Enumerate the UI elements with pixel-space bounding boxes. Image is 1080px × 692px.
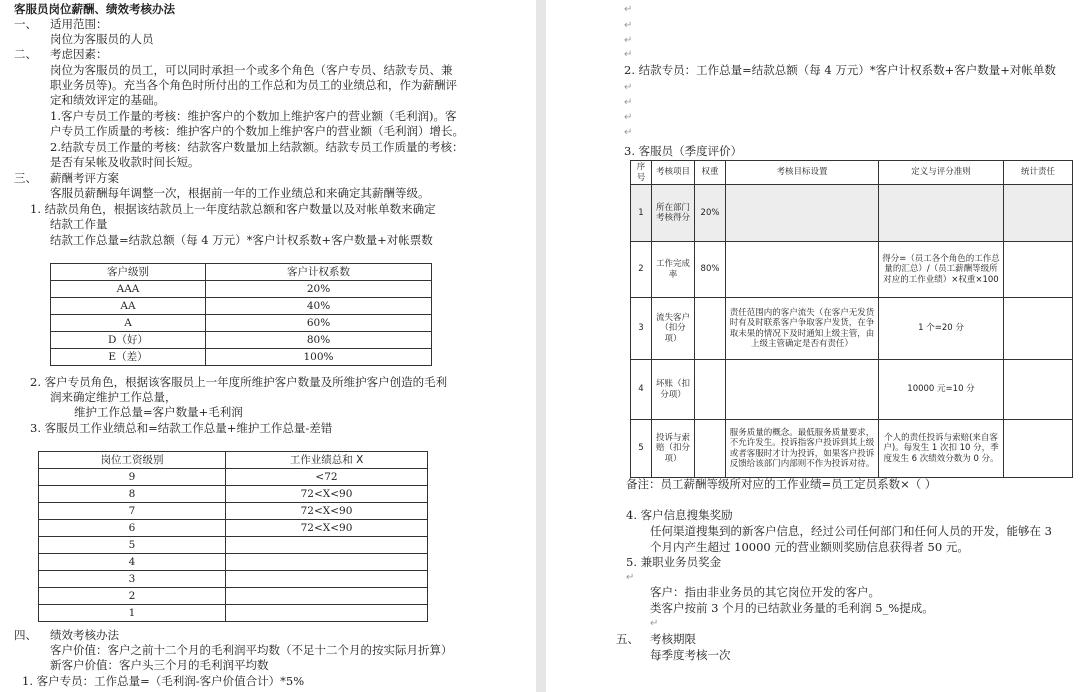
table-cell: 5 <box>39 537 226 554</box>
table-note: 备注：员工薪酬等级所对应的工作业绩=员工定员系数×（ ） <box>626 477 937 491</box>
table-cell: 流失客户（扣分项） <box>652 298 695 360</box>
paragraph-line: 5. 兼职业务员奖金 <box>626 555 722 569</box>
paragraph-line: 润来确定维护工作总量， <box>50 390 177 404</box>
table-cell: D（好） <box>51 332 206 349</box>
table-cell: 4 <box>39 554 226 571</box>
table-cell: 72<X<90 <box>226 503 428 520</box>
table-cell <box>1004 360 1073 420</box>
paragraph-line: 职业务员等)。充当各个角色时所付出的工作总和为员工的业绩总和，作为薪酬评 <box>50 78 457 92</box>
paragraph-line: 2.结款专员工作量的考核：结款客户数量加上结款额。结款专员工作质量的考核： <box>50 140 464 154</box>
table-cell: 20% <box>206 281 432 298</box>
paragraph-mark: ↵ <box>624 35 633 46</box>
table-cell <box>726 185 879 242</box>
table-cell: 工作完成率 <box>652 242 695 298</box>
section-heading: 考虑因素： <box>50 47 108 61</box>
table-header: 权重 <box>695 161 726 185</box>
table-cell <box>226 605 428 622</box>
document-page-left <box>0 0 536 692</box>
table-cell: 3 <box>631 298 652 360</box>
table-cell: 得分=（员工各个角色的工作总量的汇总）/（员工薪酬等级所对应的工作业绩）×权重×100 <box>879 242 1004 298</box>
table-cell: AAA <box>51 281 206 298</box>
table-cell: AA <box>51 298 206 315</box>
paragraph-mark: ↵ <box>650 618 659 629</box>
table-cell: 3 <box>39 571 226 588</box>
salary-level-table <box>38 451 428 622</box>
table-header: 客户级别 <box>51 264 206 281</box>
table-cell <box>226 571 428 588</box>
paragraph-line: 客户价值：客户之前十二个月的毛利润平均数（不足十二个月的按实际月折算） <box>50 643 453 657</box>
paragraph-line: 类客户按前 3 个月的已结款业务量的毛利润 5_%提成。 <box>650 601 934 615</box>
section-heading: 绩效考核办法 <box>50 628 119 642</box>
table-cell: 1 <box>631 185 652 242</box>
table-cell: 100% <box>206 349 432 366</box>
table-cell: 坏账（扣分项） <box>652 360 695 420</box>
table-cell: 5 <box>631 420 652 478</box>
table-cell: 服务质量的概念。最低服务质量要求，不允许发生。投诉指客户投诉到其上级或者客服时才计为投诉，如果客户投诉反馈给该部门内部则不作为投诉对待。 <box>726 420 879 478</box>
table-header: 工作业绩总和 X <box>226 452 428 469</box>
paragraph-line: 是否有呆帐及收款时间长短。 <box>50 155 200 169</box>
paragraph-line: 岗位为客服员的人员 <box>50 32 154 46</box>
paragraph-line: 1. 结款员角色，根据该结款员上一年度结款总额和客户数量以及对帐单数来确定 <box>30 202 436 216</box>
table-cell <box>695 298 726 360</box>
table-header: 序号 <box>631 161 652 185</box>
paragraph-line: 4. 客户信息搜集奖励 <box>626 508 733 522</box>
paragraph-line: 客户：指由非业务员的其它岗位开发的客户。 <box>650 585 880 599</box>
paragraph-line: 2. 结款专员：工作总量=结款总额（每 4 万元）*客户计权系数+客户数量+对帐单数 <box>624 63 1056 77</box>
table-cell: 80% <box>206 332 432 349</box>
table-cell: <72 <box>226 469 428 486</box>
section-number: 五、 <box>616 632 639 646</box>
section-number: 二、 <box>14 47 37 61</box>
table-cell: 所在部门考核得分 <box>652 185 695 242</box>
table-cell <box>226 554 428 571</box>
paragraph-line: 3. 客服员工作业绩总和=结款工作总量+维护工作总量-差错 <box>30 421 333 435</box>
table-cell <box>226 588 428 605</box>
table-cell <box>879 185 1004 242</box>
table-cell: 4 <box>631 360 652 420</box>
table-cell <box>1004 185 1073 242</box>
table-header: 统计责任 <box>1004 161 1073 185</box>
section-number: 三、 <box>14 171 37 185</box>
table-cell <box>1004 242 1073 298</box>
table-cell: 1 个=20 分 <box>879 298 1004 360</box>
table-cell: 60% <box>206 315 432 332</box>
paragraph-line: 1.客户专员工作量的考核：维护客户的个数加上维护客户的营业额（毛利润)。客 <box>50 109 457 123</box>
paragraph-line: 新客户价值：客户头三个月的毛利润平均数 <box>50 658 269 672</box>
table-header: 岗位工资级别 <box>39 452 226 469</box>
paragraph-line: 任何渠道搜集到的新客户信息，经过公司任何部门和任何人员的开发，能够在 3 <box>650 524 1052 538</box>
table-cell <box>695 360 726 420</box>
quarterly-review-table <box>630 160 1073 478</box>
table-cell: 7 <box>39 503 226 520</box>
formula-line: 维护工作总量=客户数量+毛利润 <box>74 405 243 419</box>
table-cell: 20% <box>695 185 726 242</box>
paragraph-mark: ↵ <box>624 127 633 138</box>
paragraph-mark: ↵ <box>624 4 633 15</box>
paragraph-line: 每季度考核一次 <box>650 648 731 662</box>
table-cell: 1 <box>39 605 226 622</box>
table-header: 考核目标设置 <box>726 161 879 185</box>
table-cell <box>1004 298 1073 360</box>
table-cell: 投诉与索赔（扣分项） <box>652 420 695 478</box>
paragraph-line: 客服员薪酬每年调整一次，根据前一年的工作业绩总和来确定其薪酬等级。 <box>50 186 430 200</box>
document-page-right <box>546 0 1080 692</box>
table-cell: 72<X<90 <box>226 520 428 537</box>
table-header: 客户计权系数 <box>206 264 432 281</box>
section-heading: 考核期限 <box>650 632 696 646</box>
paragraph-line: 2. 客户专员角色，根据该客服员上一年度所维护客户数量及所维护客户创造的毛利 <box>30 375 448 389</box>
section-heading: 适用范围： <box>50 17 108 31</box>
table-cell: 2 <box>39 588 226 605</box>
paragraph-line: 结款工作量 <box>50 217 108 231</box>
section-heading: 薪酬考评方案 <box>50 171 119 185</box>
table-cell: 8 <box>39 486 226 503</box>
table-cell: 6 <box>39 520 226 537</box>
paragraph-line: 个月内产生超过 10000 元的营业额则奖励信息获得者 50 元。 <box>650 540 969 554</box>
table-cell: 72<X<90 <box>226 486 428 503</box>
paragraph-mark: ↵ <box>624 49 633 60</box>
paragraph-line: 定和绩效评定的基础。 <box>50 93 165 107</box>
table-header: 定义与评分准则 <box>879 161 1004 185</box>
customer-weight-table <box>50 263 432 366</box>
table-cell: 80% <box>695 242 726 298</box>
table-cell: 个人的责任投诉与索赔(来自客户)。每发生 1 次扣 10 分，季度发生 6 次绩效分数为 0 分。 <box>879 420 1004 478</box>
paragraph-line: 岗位为客服员的员工，可以同时承担一个或多个角色（客户专员、结款专员、兼 <box>50 63 453 77</box>
table-cell: 40% <box>206 298 432 315</box>
table-cell: E（差） <box>51 349 206 366</box>
table-cell: A <box>51 315 206 332</box>
table-cell <box>726 242 879 298</box>
paragraph-line: 户专员工作质量的考核：维护客户的个数加上维护客户的营业额（毛利润）增长。 <box>50 124 464 138</box>
paragraph-mark: ↵ <box>626 572 635 583</box>
table-header: 考核项目 <box>652 161 695 185</box>
table-cell: 2 <box>631 242 652 298</box>
table-cell: 9 <box>39 469 226 486</box>
table-cell <box>695 420 726 478</box>
paragraph-mark: ↵ <box>624 20 633 31</box>
table-cell: 10000 元=10 分 <box>879 360 1004 420</box>
table-cell <box>726 360 879 420</box>
section-number: 四、 <box>14 628 37 642</box>
paragraph-line: 3. 客服员（季度评价） <box>624 144 743 158</box>
table-cell <box>226 537 428 554</box>
table-cell: 责任范围内的客户流失（在客户无发货时有及时联系客户争取客户发货，在争取未果的情况下及时通知上级主管，由上级主管确定是否有责任） <box>726 298 879 360</box>
document-title: 客服员岗位薪酬、绩效考核办法 <box>14 2 175 16</box>
table-cell <box>1004 420 1073 478</box>
paragraph-mark: ↵ <box>624 112 633 123</box>
paragraph-mark: ↵ <box>624 97 633 108</box>
section-number: 一、 <box>14 17 37 31</box>
formula-line: 结款工作总量=结款总额（每 4 万元）*客户计权系数+客户数量+对帐票数 <box>50 233 433 247</box>
paragraph-line: 1. 客户专员：工作总量=（毛利润-客户价值合计）*5% <box>22 674 305 688</box>
paragraph-mark: ↵ <box>624 82 633 93</box>
